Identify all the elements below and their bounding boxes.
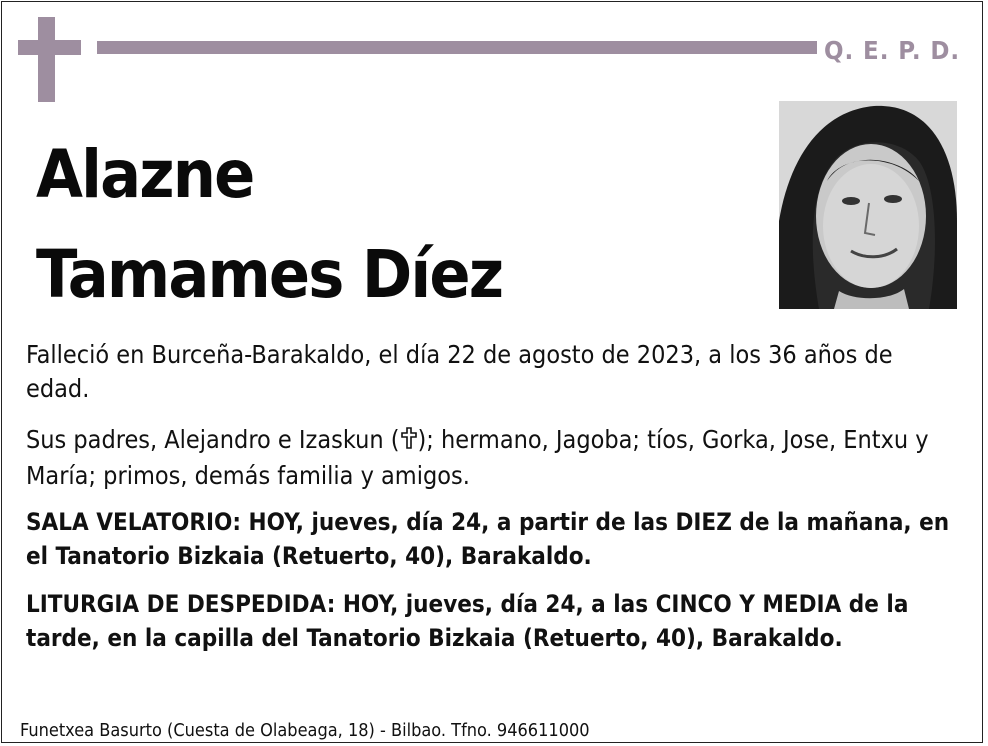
portrait-photo-icon [779,101,957,309]
family-list [26,423,961,493]
wake-info: SALA VELATORIO: HOY, jueves, día 24, a partir de las DIEZ de la mañana, en el Tanatorio Bizkaia (Retuerto, 40), Barakaldo. [26,508,950,570]
first-name: Alazne [36,136,254,213]
family-list-part1: Sus padres, Alejandro e Izaskun ( [26,425,400,454]
last-names: Tamames Díez [36,236,503,313]
death-notice: Falleció en Burceña-Barakaldo, el día 22 de agosto de 2023, a los 36 años de edad. [26,340,893,403]
family-list-part2: ); hermano, Jagoba; tíos, Gorka, Jose, Entxu y María; primos, demás familia y amigos. [26,425,929,490]
qepd-label: Q. E. P. D. [824,36,961,65]
liturgy-info: LITURGIA DE DESPEDIDA: HOY, jueves, día 24, a las CINCO Y MEDIA de la tarde, en la capilla del Tanatorio Bizkaia (Retuerto, 40), Barakaldo. [26,590,909,652]
funeral-home-footer: Funetxea Basurto (Cuesta de Olabeaga, 18) - Bilbao. Tfno. 946611000 [20,720,590,741]
deceased-cross-icon [400,425,418,459]
cross-icon [38,17,55,102]
portrait-photo [779,101,957,309]
obituary-card [1,1,983,743]
cross-icon-bar [18,40,81,55]
header-rule [97,41,817,54]
